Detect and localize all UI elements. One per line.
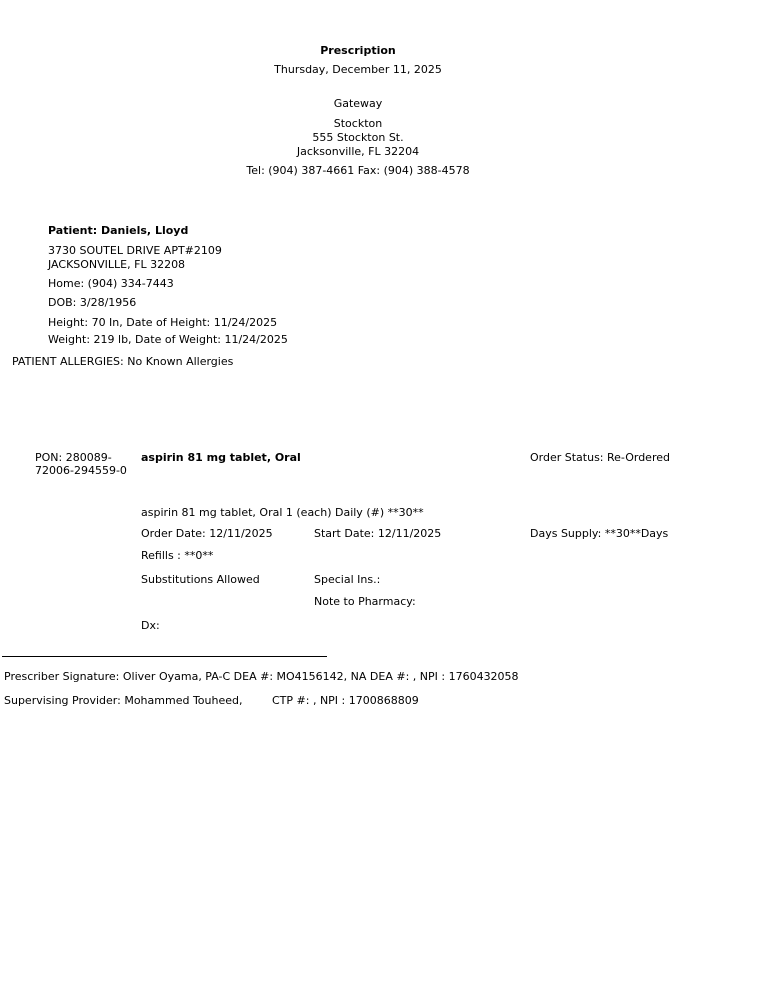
document-date: Thursday, December 11, 2025 xyxy=(274,63,442,76)
drug-title: aspirin 81 mg tablet, Oral xyxy=(141,451,301,464)
patient-height: Height: 70 In, Date of Height: 11/24/2025 xyxy=(48,316,278,329)
order-status: Order Status: Re-Ordered xyxy=(530,451,670,464)
pon-number-line2: 72006-294559-0 xyxy=(35,464,127,477)
facility-street: 555 Stockton St. xyxy=(312,131,404,144)
diagnosis: Dx: xyxy=(141,619,160,632)
facility-name: Gateway xyxy=(333,97,383,110)
prescriber-signature: Prescriber Signature: Oliver Oyama, PA-C DEA #: MO4156142, NA DEA #: , NPI : 1760432058 xyxy=(4,670,519,683)
supervising-provider-ids: CTP #: , NPI : 1700868809 xyxy=(272,694,419,707)
sig-instructions: aspirin 81 mg tablet, Oral 1 (each) Daily (#) **30** xyxy=(141,506,424,519)
location-name: Stockton xyxy=(333,117,383,130)
signature-line xyxy=(2,656,327,657)
document-title: Prescription xyxy=(320,44,396,57)
substitutions: Substitutions Allowed xyxy=(141,573,260,586)
note-to-pharmacy: Note to Pharmacy: xyxy=(314,595,416,608)
order-date: Order Date: 12/11/2025 xyxy=(141,527,273,540)
refills: Refills : **0** xyxy=(141,549,214,562)
start-date: Start Date: 12/11/2025 xyxy=(314,527,442,540)
days-supply: Days Supply: **30**Days xyxy=(530,527,669,540)
pon-number-line1: PON: 280089- xyxy=(35,451,112,464)
patient-weight: Weight: 219 lb, Date of Weight: 11/24/2025 xyxy=(48,333,288,346)
patient-allergies: PATIENT ALLERGIES: No Known Allergies xyxy=(12,355,234,368)
patient-address-line1: 3730 SOUTEL DRIVE APT#2109 xyxy=(48,244,222,257)
patient-address-line2: JACKSONVILLE, FL 32208 xyxy=(48,258,186,271)
patient-home-phone: Home: (904) 334-7443 xyxy=(48,277,174,290)
patient-dob: DOB: 3/28/1956 xyxy=(48,296,137,309)
special-instructions: Special Ins.: xyxy=(314,573,381,586)
facility-city-state-zip: Jacksonville, FL 32204 xyxy=(296,145,420,158)
facility-phone-fax: Tel: (904) 387-4661 Fax: (904) 388-4578 xyxy=(246,164,470,177)
patient-name: Patient: Daniels, Lloyd xyxy=(48,224,189,237)
supervising-provider: Supervising Provider: Mohammed Touheed, xyxy=(4,694,243,707)
